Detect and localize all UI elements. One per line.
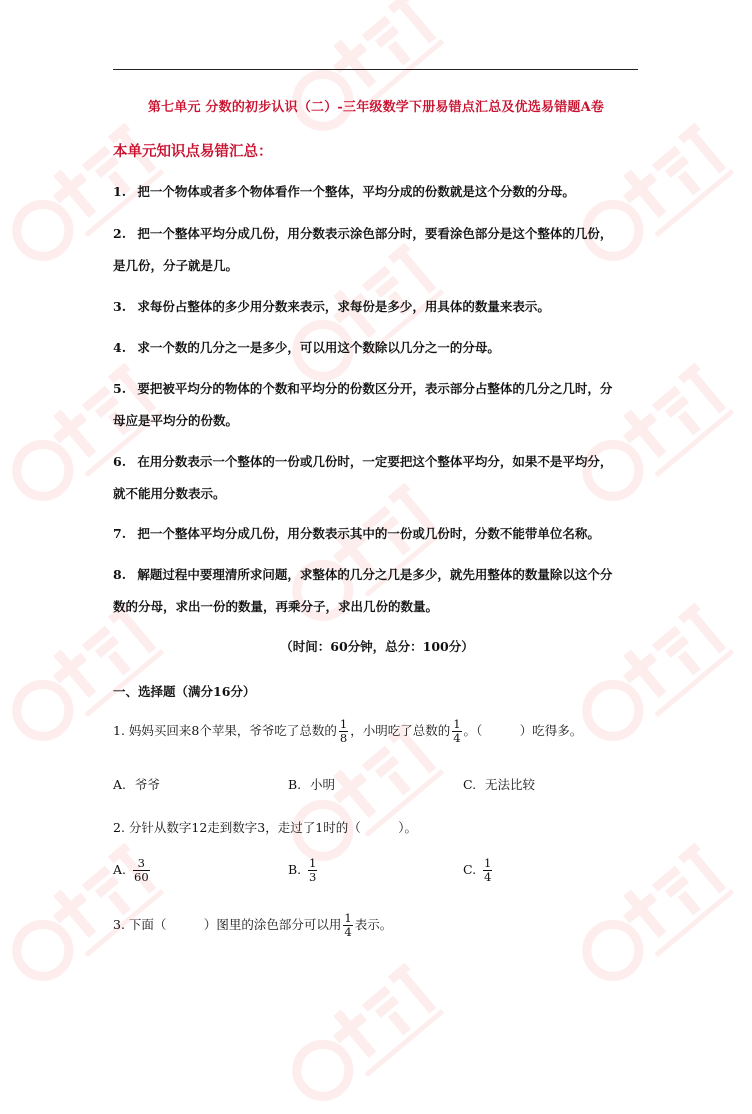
q3-suffix: 表示。: [354, 917, 393, 932]
knowledge-point-8: [113, 559, 641, 623]
page-title: 第七单元 分数的初步认识（二）-三年级数学下册易错点汇总及优选易错题A卷: [147, 100, 605, 115]
point-text: 把一个整体平均分成几份，用分数表示涂色部分时，要看涂色部分是这个整体的几份，: [137, 226, 613, 241]
point-number: 7.: [113, 526, 127, 541]
knowledge-point-3: [113, 291, 641, 323]
denominator: 8: [339, 731, 348, 745]
point-number: 4.: [113, 340, 127, 355]
q1-suffix: 。（ ）吃得多。: [463, 723, 583, 738]
point-text: 解题过程中要理清所求问题，求整体的几分之几是多少，就先用整体的数量除以这个分: [137, 567, 613, 582]
question-1: [113, 718, 582, 745]
option-label: C.: [463, 862, 477, 877]
q3-prefix: 3. 下面（ ）图里的涂色部分可以用: [113, 917, 342, 932]
option-text: 小明: [309, 777, 335, 792]
time-note: （时间：60分钟，总分：100分）: [280, 639, 474, 654]
point-number: 1.: [113, 184, 127, 199]
q1-option-a[interactable]: [113, 775, 160, 793]
point-text: 求一个数的几分之一是多少，可以用这个数除以几分之一的分母。: [137, 340, 500, 355]
knowledge-point-4: [113, 332, 641, 364]
fraction-option-c: [483, 857, 492, 884]
point-number: 8.: [113, 567, 127, 582]
option-label: B.: [288, 777, 302, 792]
q1-prefix: 1. 妈妈买回来8个苹果，爷爷吃了总数的: [113, 723, 337, 738]
point-text: 把一个整体平均分成几份，用分数表示其中的一份或几份时，分数不能带单位名称。: [137, 526, 600, 541]
denominator: 4: [344, 925, 352, 939]
point-text-cont: 数的分母，求出一份的数量，再乘分子，求出几份的数量。: [113, 599, 439, 614]
option-label: C.: [463, 777, 477, 792]
q1-option-b[interactable]: [288, 775, 335, 793]
point-text: 在用分数表示一个整体的一份或几份时，一定要把这个整体平均分，如果不是平均分，: [137, 454, 613, 469]
q1-middle: ，小明吃了总数的: [350, 723, 451, 738]
q2-option-c[interactable]: [463, 857, 494, 884]
numerator: 1: [453, 717, 461, 731]
point-text: 把一个物体或者多个物体看作一个整体，平均分成的份数就是这个分数的分母。: [137, 184, 575, 199]
knowledge-point-7: [113, 518, 641, 550]
point-text-cont: 是几份，分子就是几。: [113, 258, 239, 273]
point-number: 2.: [113, 226, 127, 241]
knowledge-point-5: [113, 373, 641, 437]
option-label: A.: [113, 777, 127, 792]
q2-option-a[interactable]: [113, 857, 152, 884]
point-number: 6.: [113, 454, 127, 469]
point-text: 要把被平均分的物体的个数和平均分的份数区分开，表示部分占整体的几分之几时，分: [137, 381, 613, 396]
header-rule: [113, 69, 638, 70]
knowledge-heading: 本单元知识点易错汇总：: [113, 143, 273, 160]
fraction-one-eighth: [339, 718, 348, 745]
question-2: 2. 分针从数字12走到数字3，走过了1时的（ ）。: [113, 820, 417, 835]
numerator: 1: [484, 856, 492, 870]
point-text: 求每份占整体的多少用分数来表示，求每份是多少，用具体的数量来表示。: [137, 299, 550, 314]
point-number: 3.: [113, 299, 127, 314]
option-label: B.: [288, 862, 302, 877]
denominator: 4: [453, 731, 461, 745]
numerator: 1: [309, 856, 317, 870]
point-text-cont: 就不能用分数表示。: [113, 486, 226, 501]
numerator: 3: [137, 856, 145, 870]
watermark-logo: [270, 0, 460, 144]
point-text-cont: 母应是平均分的份数。: [113, 413, 239, 428]
fraction-option-b: [308, 857, 317, 884]
point-number: 5.: [113, 381, 127, 396]
q2-option-b[interactable]: [288, 857, 319, 884]
option-text: 爷爷: [134, 777, 160, 792]
denominator: 4: [484, 870, 492, 884]
part1-heading: 一、选择题（满分16分）: [113, 684, 256, 699]
numerator: 1: [339, 717, 348, 731]
watermark-logo: [270, 960, 460, 1114]
option-text: 无法比较: [484, 777, 535, 792]
watermark-logo: [560, 600, 750, 754]
option-label: A.: [113, 862, 127, 877]
denominator: 3: [309, 870, 317, 884]
numerator: 1: [344, 911, 352, 925]
knowledge-point-6: [113, 446, 641, 510]
q1-option-c[interactable]: [463, 775, 535, 793]
knowledge-point-1: [113, 176, 641, 208]
fraction-one-quarter: [452, 718, 461, 745]
watermark-logo: [560, 840, 750, 994]
denominator: 60: [134, 870, 149, 884]
fraction-one-quarter: [343, 912, 352, 939]
fraction-option-a: [133, 857, 150, 884]
knowledge-point-2: [113, 218, 641, 282]
question-3: [113, 912, 392, 939]
